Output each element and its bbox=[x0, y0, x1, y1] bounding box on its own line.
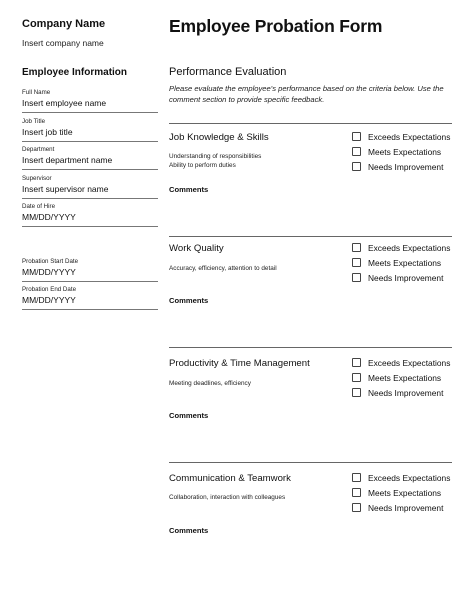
performance-evaluation-heading: Performance Evaluation bbox=[169, 66, 287, 78]
checkbox-icon[interactable] bbox=[352, 488, 361, 497]
option-label: Exceeds Expectations bbox=[368, 131, 451, 142]
option-meets-expectations[interactable] bbox=[352, 370, 450, 385]
checkbox-icon[interactable] bbox=[352, 273, 361, 282]
section-divider bbox=[169, 462, 452, 463]
option-exceeds-expectations[interactable] bbox=[352, 470, 450, 485]
probation-end-date-field[interactable] bbox=[22, 286, 158, 310]
criterion-title: Work Quality bbox=[169, 243, 224, 254]
option-exceeds-expectations[interactable] bbox=[352, 240, 450, 255]
checkbox-icon[interactable] bbox=[352, 388, 361, 397]
field-value[interactable]: Insert department name bbox=[22, 155, 113, 165]
option-meets-expectations[interactable] bbox=[352, 144, 450, 159]
probation-start-date-field[interactable] bbox=[22, 258, 158, 282]
option-label: Exceeds Expectations bbox=[368, 472, 451, 483]
criterion-description-line: Accuracy, efficiency, attention to detail bbox=[169, 265, 277, 272]
section-divider bbox=[169, 347, 452, 348]
field-value[interactable]: Insert supervisor name bbox=[22, 184, 109, 194]
option-label: Exceeds Expectations bbox=[368, 242, 451, 253]
section-divider bbox=[169, 123, 452, 124]
comments-label[interactable]: Comments bbox=[169, 526, 209, 535]
rating-options bbox=[352, 355, 450, 400]
supervisor-field[interactable] bbox=[22, 175, 158, 199]
rating-options bbox=[352, 470, 450, 515]
criterion-title: Job Knowledge & Skills bbox=[169, 132, 269, 143]
criterion-description bbox=[169, 493, 285, 502]
field-value[interactable]: MM/DD/YYYY bbox=[22, 267, 76, 277]
option-label: Meets Expectations bbox=[368, 487, 442, 498]
criterion-title: Communication & Teamwork bbox=[169, 473, 291, 484]
option-label: Needs Improvement bbox=[368, 161, 444, 172]
field-label: Probation Start Date bbox=[22, 258, 79, 265]
option-needs-improvement[interactable] bbox=[352, 270, 450, 285]
comments-label[interactable]: Comments bbox=[169, 411, 209, 420]
checkbox-icon[interactable] bbox=[352, 473, 361, 482]
field-value[interactable]: Insert job title bbox=[22, 127, 73, 137]
option-needs-improvement[interactable] bbox=[352, 385, 450, 400]
field-value[interactable]: MM/DD/YYYY bbox=[22, 212, 76, 222]
rating-options bbox=[352, 129, 450, 174]
field-underline bbox=[22, 309, 158, 310]
option-needs-improvement[interactable] bbox=[352, 159, 450, 174]
field-underline bbox=[22, 281, 158, 282]
option-meets-expectations[interactable] bbox=[352, 255, 450, 270]
field-label: Department bbox=[22, 146, 55, 153]
checkbox-icon[interactable] bbox=[352, 373, 361, 382]
criterion-description-line: Understanding of responsibilities bbox=[169, 153, 262, 160]
checkbox-icon[interactable] bbox=[352, 358, 361, 367]
section-divider bbox=[169, 236, 452, 237]
option-exceeds-expectations[interactable] bbox=[352, 129, 450, 144]
field-underline bbox=[22, 198, 158, 199]
job-title-field[interactable] bbox=[22, 118, 158, 142]
field-value[interactable]: MM/DD/YYYY bbox=[22, 295, 76, 305]
company-name: Company Name bbox=[22, 18, 106, 30]
field-label: Job Title bbox=[22, 118, 46, 125]
field-underline bbox=[22, 169, 158, 170]
option-label: Meets Expectations bbox=[368, 146, 442, 157]
checkbox-icon[interactable] bbox=[352, 162, 361, 171]
company-name-field[interactable]: Insert company name bbox=[22, 38, 104, 48]
option-label: Needs Improvement bbox=[368, 502, 444, 513]
criterion-description-line: Collaboration, interaction with colleagues bbox=[169, 494, 286, 501]
criterion-description bbox=[169, 379, 251, 388]
option-label: Meets Expectations bbox=[368, 257, 442, 268]
form-title: Employee Probation Form bbox=[169, 16, 383, 36]
checkbox-icon[interactable] bbox=[352, 258, 361, 267]
department-field[interactable] bbox=[22, 146, 158, 170]
criterion-description bbox=[169, 264, 277, 273]
checkbox-icon[interactable] bbox=[352, 147, 361, 156]
option-exceeds-expectations[interactable] bbox=[352, 355, 450, 370]
field-label: Date of Hire bbox=[22, 203, 56, 210]
instructions-text: Please evaluate the employee's performance based on the criteria below. Use the comment section to provide specific feedback. bbox=[169, 84, 444, 104]
field-underline bbox=[22, 112, 158, 113]
option-meets-expectations[interactable] bbox=[352, 485, 450, 500]
employee-info-heading: Employee Information bbox=[22, 67, 128, 78]
checkbox-icon[interactable] bbox=[352, 132, 361, 141]
option-label: Exceeds Expectations bbox=[368, 357, 451, 368]
date-of-hire-field[interactable] bbox=[22, 203, 158, 227]
option-label: Needs Improvement bbox=[368, 387, 444, 398]
criterion-description-line: Meeting deadlines, efficiency bbox=[169, 380, 251, 387]
criterion-description-line: Ability to perform duties bbox=[169, 162, 236, 170]
comments-label[interactable]: Comments bbox=[169, 185, 209, 194]
option-label: Meets Expectations bbox=[368, 372, 442, 383]
field-underline bbox=[22, 141, 158, 142]
criterion-description bbox=[169, 152, 261, 171]
field-underline bbox=[22, 226, 158, 227]
checkbox-icon[interactable] bbox=[352, 243, 361, 252]
field-label: Probation End Date bbox=[22, 286, 77, 293]
criterion-title: Productivity & Time Management bbox=[169, 358, 310, 369]
checkbox-icon[interactable] bbox=[352, 503, 361, 512]
full-name-field[interactable] bbox=[22, 89, 158, 113]
rating-options bbox=[352, 240, 450, 285]
field-label: Supervisor bbox=[22, 175, 52, 182]
option-label: Needs Improvement bbox=[368, 272, 444, 283]
option-needs-improvement[interactable] bbox=[352, 500, 450, 515]
comments-label[interactable]: Comments bbox=[169, 296, 209, 305]
field-value[interactable]: Insert employee name bbox=[22, 98, 107, 108]
field-label: Full Name bbox=[22, 89, 51, 96]
